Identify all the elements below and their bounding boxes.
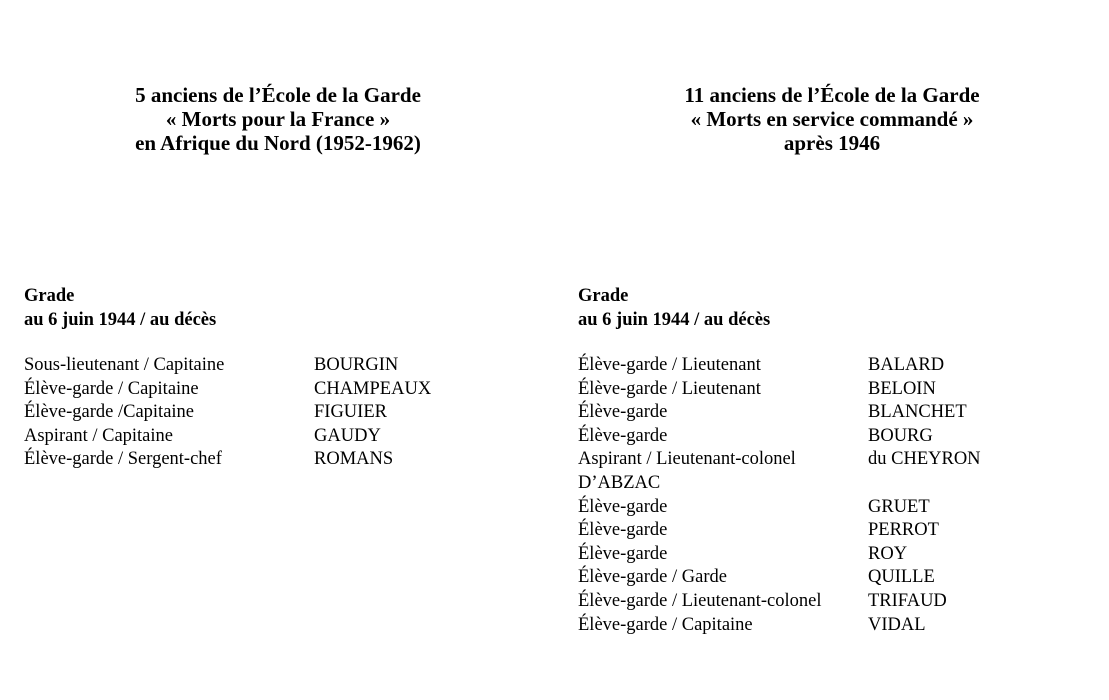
grade: Élève-garde / Lieutenant [578,378,761,399]
surname: BALARD [868,355,945,375]
grade: Élève-garde / Lieutenant [578,355,761,375]
right-title-line: 11 anciens de l’École de la Garde [684,83,980,107]
grade: Élève-garde [578,425,668,446]
right-title-line: « Morts en service commandé » [690,107,974,131]
left-title-line: « Morts pour la France » [165,107,391,131]
grade: Élève-garde / Capitaine [24,378,199,399]
header-line: au 6 juin 1944 / au décès [24,310,217,330]
grade: Élève-garde / Capitaine [578,614,753,635]
surname: BLANCHET [868,402,967,423]
left-column-header [24,284,216,332]
header-line: Grade [578,286,629,306]
grade: D’ABZAC [578,472,661,493]
left-title [28,83,528,155]
right-title [582,83,1082,155]
surname: ROY [868,543,908,564]
surname: ROMANS [314,449,394,470]
surname: BELOIN [868,378,936,399]
grade: Élève-garde /Capitaine [24,402,195,423]
surname: CHAMPEAUX [314,378,432,399]
surname: VIDAL [868,614,926,635]
grade: Élève-garde / Sergent-chef [24,449,222,470]
header-line: Grade [24,286,75,306]
surname: GAUDY [314,425,381,446]
grade: Aspirant / Capitaine [24,425,173,446]
surname: TRIFAUD [868,590,947,611]
surname: BOURGIN [314,355,399,375]
surname: GRUET [868,496,930,517]
header-line: au 6 juin 1944 / au décès [578,310,771,330]
grade: Élève-garde / Lieutenant-colonel [578,590,822,611]
grade: Élève-garde [578,520,668,541]
right-title-line: après 1946 [783,131,881,155]
grade: Élève-garde / Garde [578,567,727,588]
left-title-line: en Afrique du Nord (1952-1962) [135,131,421,155]
surname: BOURG [868,425,933,446]
surname: QUILLE [868,567,935,588]
right-column-header [578,284,770,332]
surname: FIGUIER [314,402,387,423]
grade: Aspirant / Lieutenant-colonel [578,449,796,470]
grade: Sous-lieutenant / Capitaine [24,355,225,375]
grade: Élève-garde [578,402,668,423]
surname: PERROT [868,520,939,541]
left-title-line: 5 anciens de l’École de la Garde [135,83,421,107]
grade: Élève-garde [578,543,668,564]
grade: Élève-garde [578,496,668,517]
surname: du CHEYRON [868,449,981,470]
